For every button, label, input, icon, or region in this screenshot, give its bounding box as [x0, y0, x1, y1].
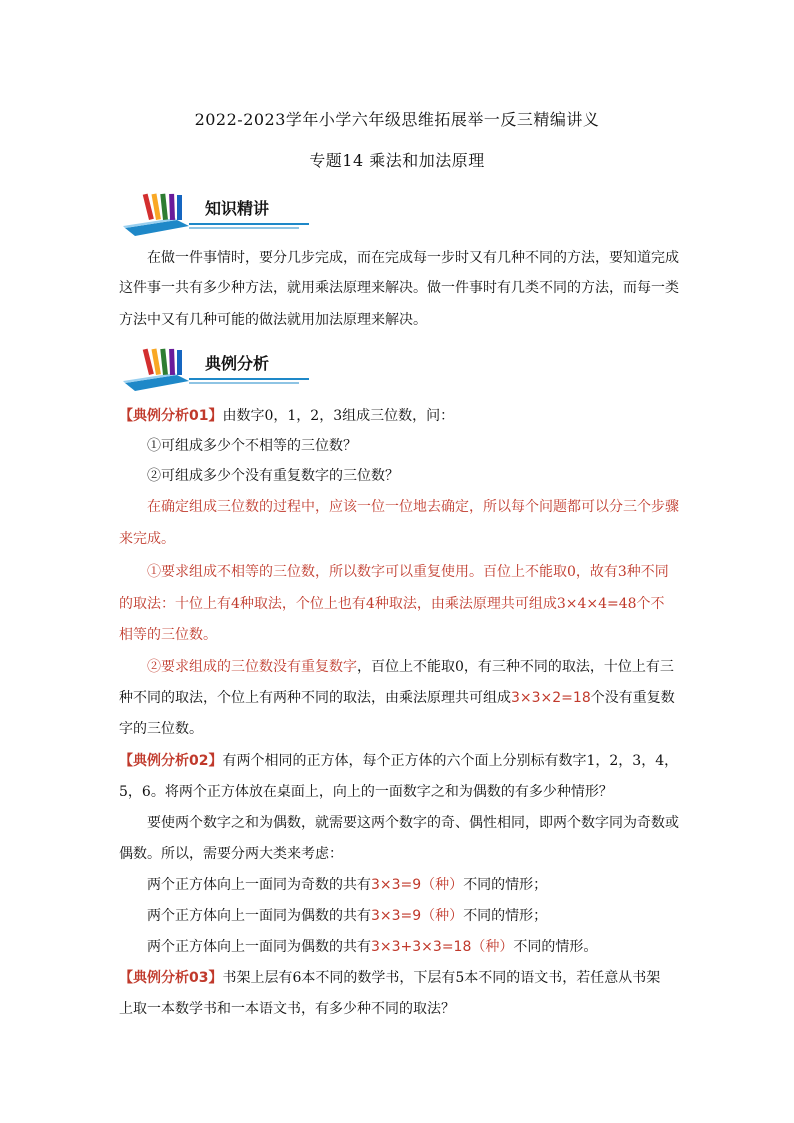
- question-text: 上取一本数学书和一本语文书，有多少种不同的取法？: [119, 1001, 455, 1017]
- section-label: 典例分析: [205, 354, 270, 373]
- answer-text: 不同的情形；: [463, 908, 548, 924]
- answer-text: 个没有重复数: [590, 690, 675, 706]
- answer-line: 字的三位数。: [119, 721, 203, 737]
- document-subtitle: 专题14 乘法和加法原理: [309, 151, 485, 170]
- question-text: 有两个相同的正方体，每个正方体的六个面上分别标有数字1，2，3，4，: [222, 753, 679, 769]
- document-title: 2022-2023学年小学六年级思维拓展举一反三精编讲义: [194, 110, 600, 129]
- answer-text: 两个正方体向上一面同为偶数的共有: [147, 939, 371, 955]
- answer-line: 的取法：十位上有4种取法，个位上也有4种取法，由乘法原理共可组成3×4×4=48个不: [119, 596, 665, 612]
- paragraph-line: 方法中又有几种可能的做法就用加法原理来解决。: [119, 312, 427, 328]
- section-banner-knowledge: [119, 190, 309, 240]
- answer-text: 不同的情形。: [513, 939, 598, 955]
- example-02-question: [119, 750, 678, 772]
- paragraph-line: 在做一件事情时，要分几步完成，而在完成每一步时又有几种不同的方法，要知道完成: [147, 250, 679, 266]
- answer-text: 不同的情形；: [463, 877, 548, 893]
- answer-expression: 3×3×2=18: [511, 690, 591, 706]
- question-text: 由数字0，1，2，3组成三位数，问：: [222, 408, 455, 424]
- section-label: 知识精讲: [205, 199, 270, 218]
- example-03-question: [119, 967, 660, 989]
- answer-text: 两个正方体向上一面同为奇数的共有: [147, 877, 371, 893]
- answer-line: 偶数。所以，需要分两大类来考虑：: [119, 846, 343, 862]
- answer-line: [119, 687, 675, 709]
- question-item: ②可组成多少个没有重复数字的三位数？: [147, 468, 399, 484]
- section-banner-examples: [119, 345, 309, 395]
- question-item: ①可组成多少个不相等的三位数？: [147, 438, 357, 454]
- answer-expression: 3×3=9（种）: [371, 877, 464, 893]
- answer-text: 种不同的取法，个位上有两种不同的取法，由乘法原理共可组成: [119, 690, 511, 706]
- answer-line: [147, 905, 547, 927]
- example-tag: 【典例分析02】: [119, 753, 223, 769]
- question-text: 书架上层有6本不同的数学书，下层有5本不同的语文书，若任意从书架: [222, 970, 661, 986]
- example-01-question: [119, 405, 454, 427]
- answer-line: 来完成。: [119, 531, 175, 547]
- paragraph-line: 这件事一共有多少种方法，就用乘法原理来解决。做一件事时有几类不同的方法，而每一类: [119, 280, 679, 296]
- answer-text: ，百位上不能取0，有三种不同的取法，十位上有三: [357, 659, 674, 675]
- answer-expression: 3×3=9（种）: [371, 908, 464, 924]
- answer-expression: 3×3+3×3=18（种）: [371, 939, 514, 955]
- answer-line: [147, 656, 674, 678]
- answer-line: 要使两个数字之和为偶数，就需要这两个数字的奇、偶性相同，即两个数字同为奇数或: [147, 815, 679, 831]
- answer-text: 两个正方体向上一面同为偶数的共有: [147, 908, 371, 924]
- answer-line: [147, 936, 597, 958]
- answer-highlight: ②要求组成的三位数没有重复数字: [147, 659, 357, 675]
- example-tag: 【典例分析01】: [119, 408, 223, 424]
- answer-line: 相等的三位数。: [119, 627, 217, 643]
- answer-line: ①要求组成不相等的三位数，所以数字可以重复使用。百位上不能取0，故有3种不同: [147, 564, 669, 580]
- example-tag: 【典例分析03】: [119, 970, 223, 986]
- answer-line: [147, 874, 547, 896]
- answer-line: 在确定组成三位数的过程中，应该一位一位地去确定，所以每个问题都可以分三个步骤: [147, 499, 679, 515]
- question-text: 5，6。将两个正方体放在桌面上，向上的一面数字之和为偶数的有多少种情形？: [119, 784, 613, 800]
